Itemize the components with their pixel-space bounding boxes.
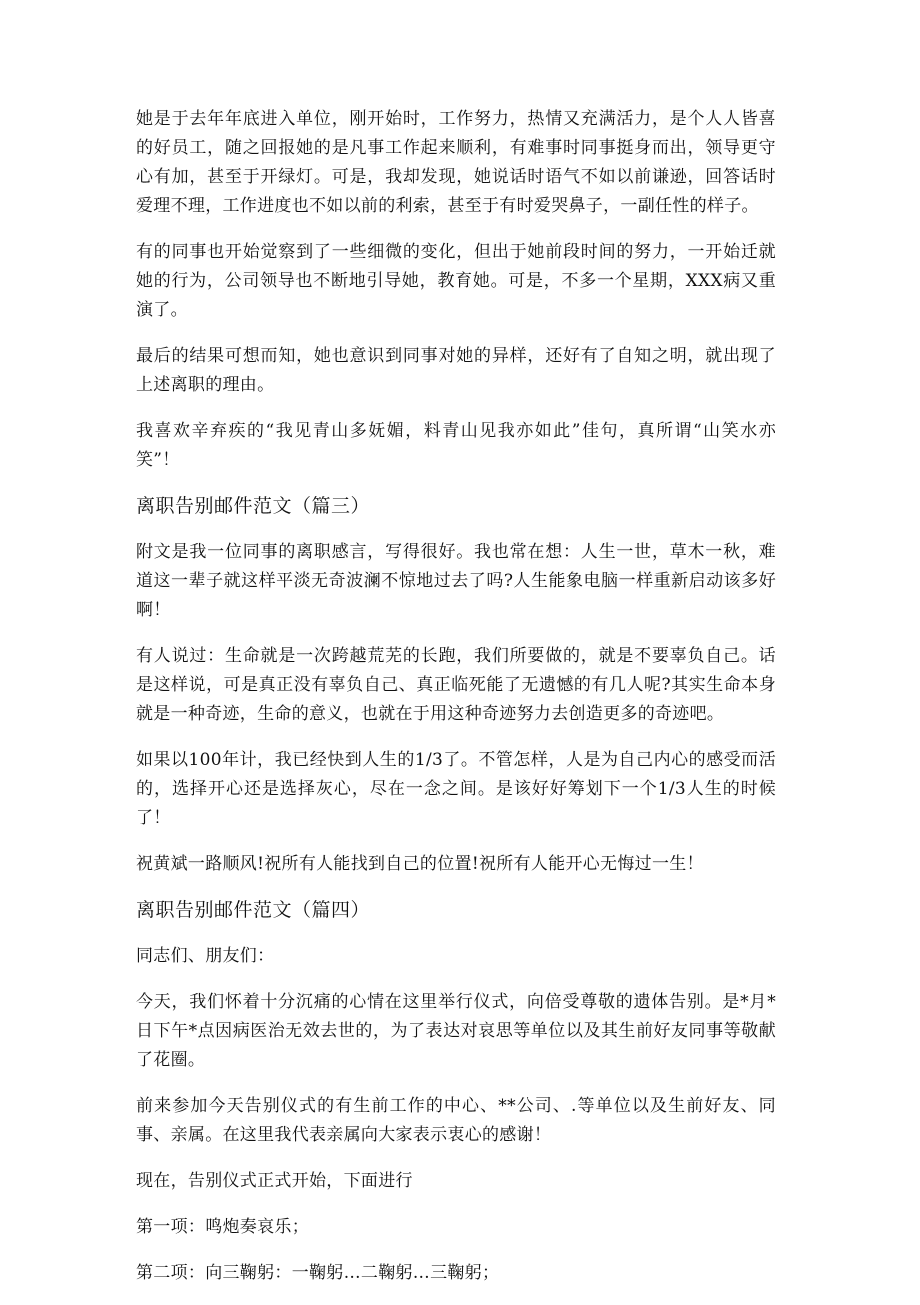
paragraph: 同志们、朋友们： bbox=[136, 946, 275, 966]
paragraph: 有的同事也开始觉察到了一些细微的变化，但出于她前段时间的努力，一开始迁就她的行为，公司领导也不断地引导她，教育她。可是，不多一个星期，XXX病又重演了。 bbox=[136, 242, 776, 320]
paragraph: 她是于去年年底进入单位，刚开始时，工作努力，热情又充满活力，是个人人皆喜的好员工，随之回报她的是凡事工作起来顺利，有难事时同事挺身而出，领导更守心有加，甚至于开绿灯。可是，我却发现，她说话时语气不如以前谦逊，回答话时爱理不理，工作进度也不如以前的利索，甚至于有时爱哭鼻子，一副任性的样子。 bbox=[136, 109, 776, 216]
section-heading-4: 离职告别邮件范文（篇四） bbox=[136, 899, 371, 921]
paragraph: 第一项：鸣炮奏哀乐； bbox=[136, 1217, 309, 1237]
paragraph: 如果以100年计，我已经快到人生的1/3了。不管怎样，人是为自己内心的感受而活的，选择开心还是选择灰心，尽在一念之间。是该好好筹划下一个1/3人生的时候了！ bbox=[136, 750, 776, 828]
paragraph: 我喜欢辛弃疾的“我见青山多妩媚，料青山见我亦如此”佳句，真所谓“山笑水亦笑”！ bbox=[136, 421, 776, 470]
paragraph: 最后的结果可想而知，她也意识到同事对她的异样，还好有了自知之明，就出现了上述离职的理由。 bbox=[136, 346, 776, 395]
paragraph: 附文是我一位同事的离职感言，写得很好。我也常在想：人生一世，草木一秋，难道这一辈子就这样平淡无奇波澜不惊地过去了吗?人生能象电脑一样重新启动该多好啊！ bbox=[136, 542, 776, 620]
paragraph: 前来参加今天告别仪式的有生前工作的中心、**公司、.等单位以及生前好友、同事、亲属。在这里我代表亲属向大家表示衷心的感谢！ bbox=[136, 1096, 776, 1145]
paragraph: 祝黄斌一路顺风!祝所有人能找到自己的位置!祝所有人能开心无悔过一生！ bbox=[136, 854, 704, 874]
paragraph: 现在，告别仪式正式开始，下面进行 bbox=[136, 1171, 413, 1191]
paragraph: 有人说过：生命就是一次跨越荒芜的长跑，我们所要做的，就是不要辜负自己。话是这样说，可是真正没有辜负自己、真正临死能了无遗憾的有几人呢?其实生命本身就是一种奇迹，生命的意义，也就在于用这种奇迹努力去创造更多的奇迹吧。 bbox=[136, 646, 776, 724]
paragraph: 第二项：向三鞠躬：一鞠躬…二鞠躬…三鞠躬； bbox=[136, 1263, 500, 1283]
section-heading-3: 离职告别邮件范文（篇三） bbox=[136, 495, 371, 517]
paragraph: 今天，我们怀着十分沉痛的心情在这里举行仪式，向倍受尊敬的遗体告别。是*月*日下午*点因病医治无效去世的，为了表达对哀思等单位以及其生前好友同事等敬献了花圈。 bbox=[136, 992, 776, 1070]
document-page bbox=[136, 105, 776, 1305]
